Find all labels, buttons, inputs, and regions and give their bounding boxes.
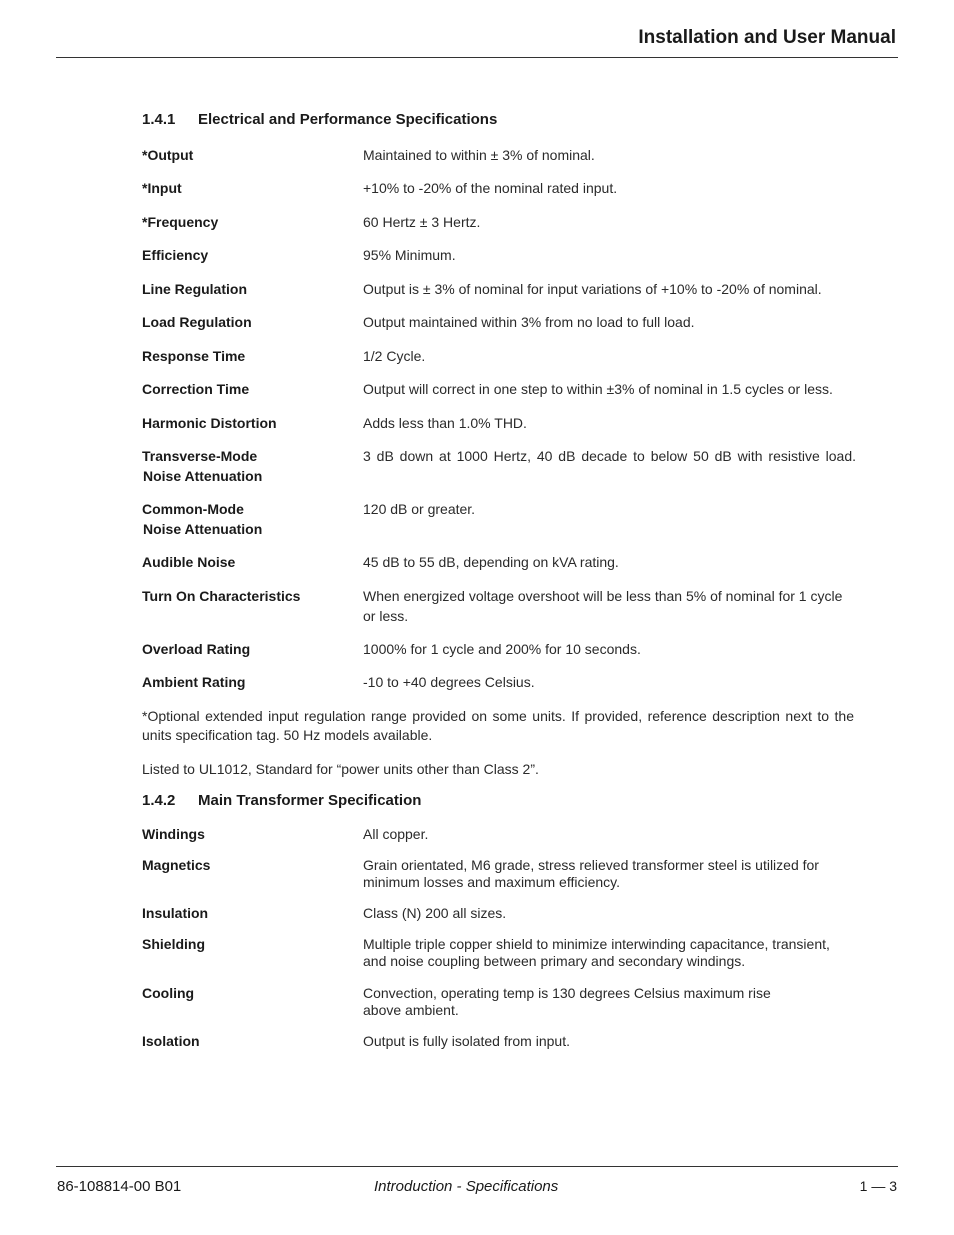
spec-value-line2: minimum losses and maximum efficiency. (363, 874, 621, 890)
section-heading-electrical (142, 111, 497, 128)
spec-label: Turn On Characteristics (142, 588, 301, 604)
spec-value: +10% to -20% of the nominal rated input. (363, 180, 618, 196)
spec-label: *Frequency (142, 214, 219, 230)
footer-doc-number: 86-108814-00 B01 (57, 1178, 182, 1195)
spec-label: Cooling (142, 985, 195, 1001)
header-divider (56, 57, 898, 58)
spec-value-line1: Convection, operating temp is 130 degrees Celsius maximum rise (363, 985, 771, 1001)
spec-value: Output is fully isolated from input. (363, 1033, 570, 1049)
spec-value: -10 to +40 degrees Celsius. (363, 674, 535, 690)
spec-label: Overload Rating (142, 641, 251, 657)
spec-value: Output maintained within 3% from no load to full load. (363, 314, 695, 330)
page-header-title: Installation and User Manual (638, 27, 896, 48)
spec-value: All copper. (363, 826, 429, 842)
section-heading-transformer (142, 792, 421, 809)
spec-value-line1: Grain orientated, M6 grade, stress relieved transformer steel is utilized for (363, 857, 819, 873)
section-title: Main Transformer Specification (198, 792, 422, 809)
spec-label: Isolation (142, 1033, 200, 1049)
spec-label-line2: Noise Attenuation (143, 468, 263, 484)
spec-label (142, 446, 352, 486)
footer-section-name: Introduction - Specifications (374, 1178, 559, 1195)
spec-label (142, 499, 352, 539)
section-number: 1.4.1 (142, 111, 176, 128)
spec-value: Adds less than 1.0% THD. (363, 415, 527, 431)
spec-value (363, 936, 856, 970)
spec-value (363, 985, 856, 1019)
spec-value: 45 dB to 55 dB, depending on kVA rating. (363, 554, 619, 570)
spec-label: Shielding (142, 936, 205, 952)
spec-label: Audible Noise (142, 554, 236, 570)
spec-value: 95% Minimum. (363, 247, 456, 263)
spec-value: 1000% for 1 cycle and 200% for 10 seconds. (363, 641, 641, 657)
footnote-optional-range: *Optional extended input regulation range provided on some units. If provided, reference description next to the units specification tag. 50 Hz models available. (142, 708, 854, 743)
spec-value: Class (N) 200 all sizes. (363, 905, 507, 921)
spec-value: 120 dB or greater. (363, 501, 476, 517)
spec-value-line2: and noise coupling between primary and secondary windings. (363, 953, 746, 969)
spec-value: 60 Hertz ± 3 Hertz. (363, 214, 481, 230)
spec-label: Windings (142, 826, 205, 842)
spec-label: Insulation (142, 905, 209, 921)
spec-value: Output is ± 3% of nominal for input variations of +10% to -20% of nominal. (363, 281, 822, 297)
section-title: Electrical and Performance Specifications (198, 111, 498, 128)
section-number: 1.4.2 (142, 792, 176, 809)
spec-label: Magnetics (142, 857, 211, 873)
spec-value: Maintained to within ± 3% of nominal. (363, 147, 595, 163)
spec-value: When energized voltage overshoot will be less than 5% of nominal for 1 cycle or less. (363, 588, 843, 624)
spec-value-line1: Multiple triple copper shield to minimize interwinding capacitance, transient, (363, 936, 830, 952)
spec-label: *Input (142, 180, 182, 196)
spec-value: Output will correct in one step to within ±3% of nominal in 1.5 cycles or less. (363, 381, 833, 397)
spec-label-line1: Transverse-Mode (142, 448, 258, 464)
spec-value-line2: above ambient. (363, 1002, 459, 1018)
spec-label: Response Time (142, 348, 246, 364)
spec-label: Correction Time (142, 381, 250, 397)
ul-listing-note: Listed to UL1012, Standard for “power units other than Class 2”. (142, 761, 539, 777)
spec-label: *Output (142, 147, 194, 163)
spec-value: 3 dB down at 1000 Hertz, 40 dB decade to below 50 dB with resistive load. (363, 448, 856, 464)
spec-label: Ambient Rating (142, 674, 246, 690)
spec-label: Harmonic Distortion (142, 415, 277, 431)
spec-label: Efficiency (142, 247, 209, 263)
spec-value: 1/2 Cycle. (363, 348, 426, 364)
spec-label-line1: Common-Mode (142, 501, 244, 517)
spec-label: Line Regulation (142, 281, 247, 297)
spec-label: Load Regulation (142, 314, 252, 330)
spec-value (363, 857, 856, 891)
spec-label-line2: Noise Attenuation (143, 521, 263, 537)
footer-divider (56, 1166, 898, 1167)
footer-page-number: 1 — 3 (859, 1178, 897, 1194)
